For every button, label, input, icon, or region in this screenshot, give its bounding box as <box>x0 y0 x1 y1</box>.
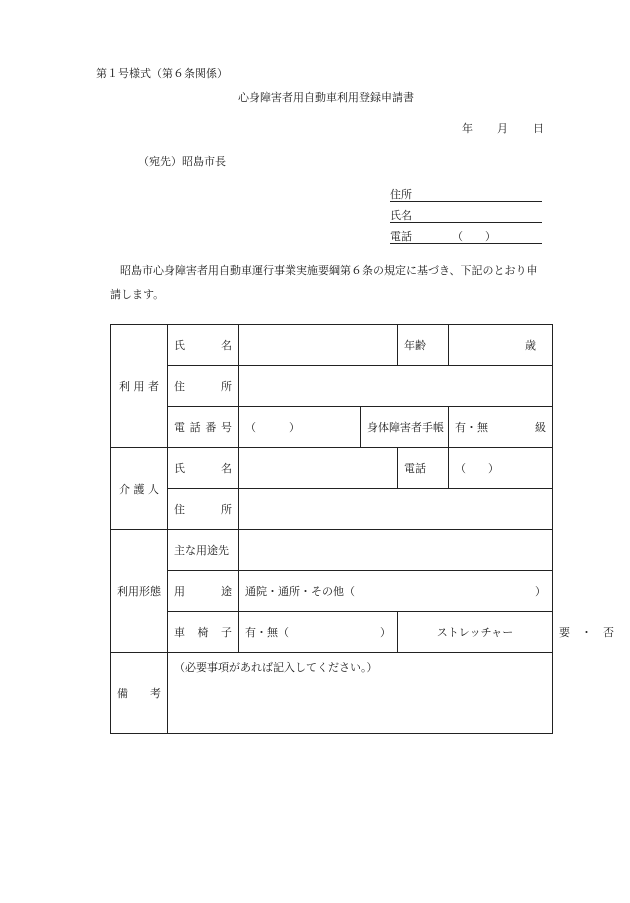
age-unit: 歳 <box>525 339 536 352</box>
caregiver-address-label: 住 所 <box>168 489 239 530</box>
wheelchair-close: ） <box>380 626 391 639</box>
wheelchair-label: 車 椅 子 <box>168 612 239 653</box>
applicant-address-label: 住所 <box>390 188 412 201</box>
handbook-field[interactable] <box>449 407 553 448</box>
date-year: 年 <box>462 122 473 135</box>
date-month: 月 <box>497 122 508 135</box>
applicant-address-field[interactable] <box>390 201 542 202</box>
caregiver-phone-label: 電話 <box>398 448 449 489</box>
page-title: 心身障害者用自動車利用登録申請書 <box>238 91 414 104</box>
destination-field[interactable] <box>239 530 553 571</box>
date-day: 日 <box>533 122 544 135</box>
phone-number-label: 電 話 番 号 <box>168 407 239 448</box>
usage-section-label: 利用形態 <box>111 530 168 653</box>
destination-label: 主な用途先 <box>168 530 239 571</box>
user-name-field[interactable] <box>239 325 398 366</box>
handbook-label: 身体障害者手帳 <box>361 407 449 448</box>
body-text-line2: 請します。 <box>110 288 165 301</box>
caregiver-name-label: 氏 名 <box>168 448 239 489</box>
caregiver-phone-parens: （ ） <box>455 462 499 475</box>
user-section-label: 利 用 者 <box>111 325 168 448</box>
grade-unit: 級 <box>535 421 546 434</box>
applicant-name-field[interactable] <box>390 222 542 223</box>
handbook-value: 有・無 <box>455 421 488 434</box>
form-number: 第１号様式（第６条関係） <box>96 67 228 80</box>
body-text-line1: 昭島市心身障害者用自動車運行事業実施要綱第６条の規定に基づき、下記のとおり申 <box>120 264 538 277</box>
purpose-field[interactable] <box>239 571 553 612</box>
addressee: （宛先）昭島市長 <box>138 155 226 168</box>
caregiver-address-field[interactable] <box>239 489 553 530</box>
applicant-phone-parens: （ ） <box>452 230 496 243</box>
purpose-options: 通院・通所・その他（ <box>245 585 355 598</box>
applicant-name-label: 氏名 <box>390 209 412 222</box>
user-name-label: 氏 名 <box>168 325 239 366</box>
remarks-note: （必要事項があれば記入してください。） <box>174 661 378 674</box>
phone-parens: （ ） <box>245 421 300 434</box>
applicant-phone-label: 電話 <box>390 230 412 243</box>
caregiver-name-field[interactable] <box>239 448 398 489</box>
application-table: 利 用 者 氏 名 年齢 歳 住 所 電 話 番 号 （ ） 身体障害者手帳 有・無 級 介 護 人 氏 名 電話 （ ） 住 所 利用形態 主な用途先 用 途 通院・通所・その他（ ） 車 椅 子 有・無（ ） ストレッチャー 要 ・ 否 備 考 （必要事項があれば記入してください。） <box>110 324 553 734</box>
age-label: 年齢 <box>398 325 449 366</box>
remarks-field[interactable] <box>168 653 553 734</box>
applicant-phone-field[interactable] <box>390 243 542 244</box>
age-field[interactable] <box>449 325 553 366</box>
user-address-label: 住 所 <box>168 366 239 407</box>
purpose-label: 用 途 <box>168 571 239 612</box>
phone-number-field[interactable] <box>239 407 361 448</box>
stretcher-label: ストレッチャー <box>398 612 553 653</box>
remarks-label: 備 考 <box>111 653 168 734</box>
purpose-close: ） <box>535 585 546 598</box>
caregiver-phone-field[interactable] <box>449 448 553 489</box>
caregiver-section-label: 介 護 人 <box>111 448 168 530</box>
wheelchair-field[interactable] <box>239 612 398 653</box>
user-address-field[interactable] <box>239 366 553 407</box>
wheelchair-options: 有・無（ <box>245 626 289 639</box>
